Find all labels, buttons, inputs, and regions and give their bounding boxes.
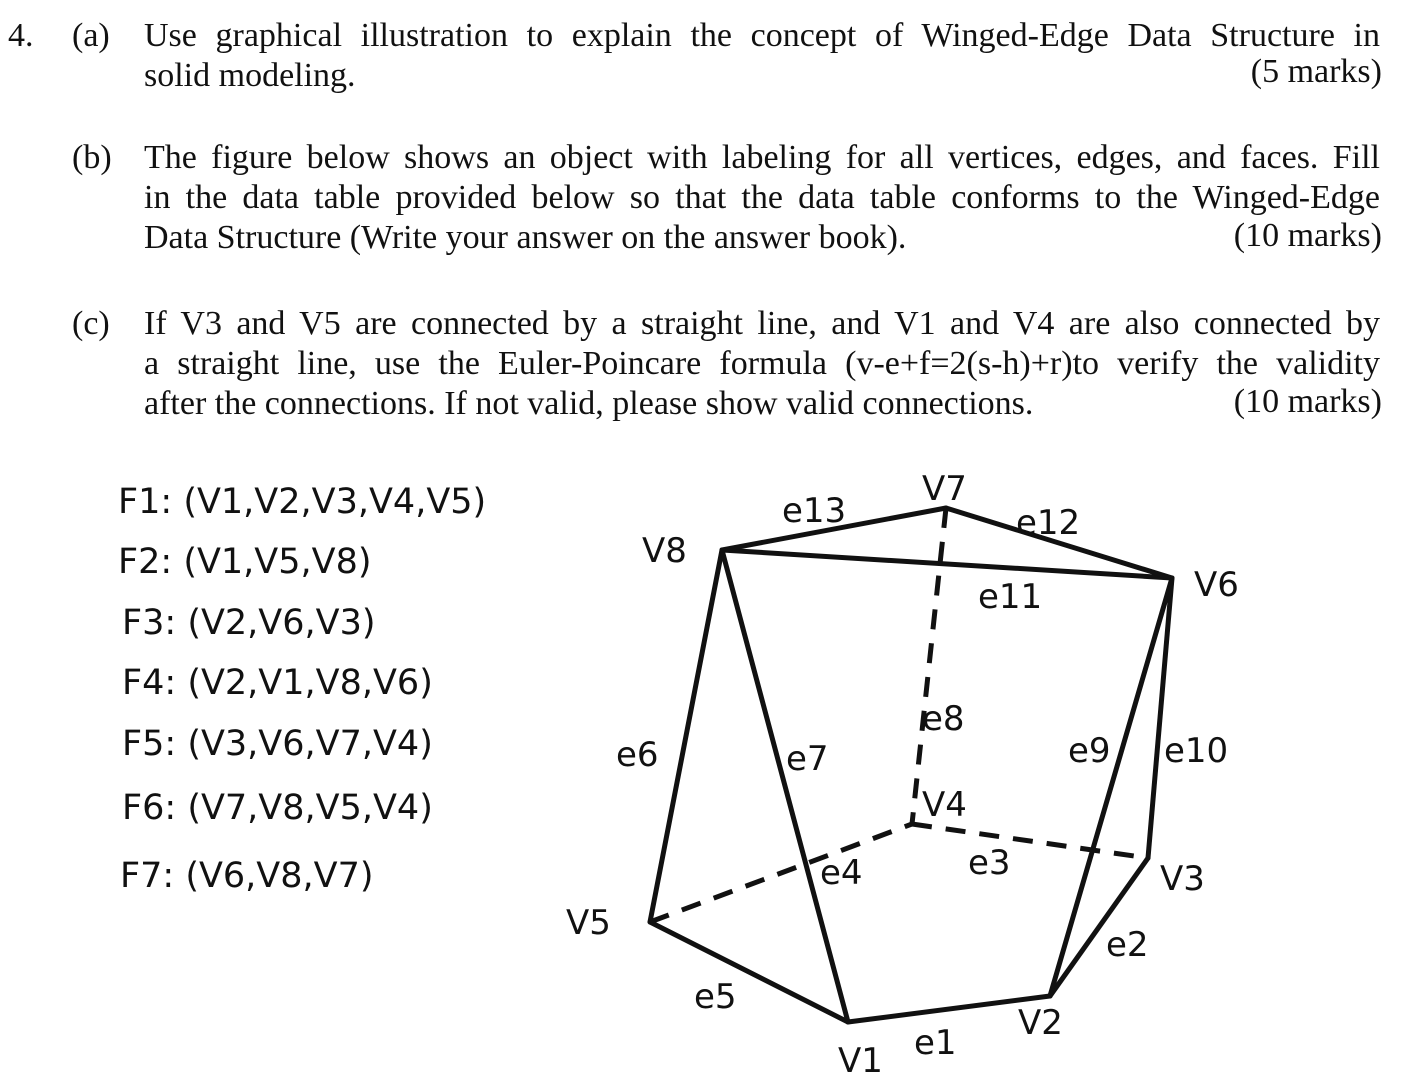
- vertex-v4-label: V4: [922, 785, 967, 825]
- edge-e11-label: e11: [978, 577, 1043, 617]
- edge-e13-label: e13: [782, 491, 847, 531]
- vertex-v2-label: V2: [1018, 1003, 1063, 1043]
- part-b-label: (b): [72, 139, 112, 176]
- vertex-v3-label: V3: [1160, 859, 1205, 899]
- face-f2: F2: (V1,V5,V8): [118, 542, 372, 582]
- edge-e9-label: e9: [1068, 731, 1111, 771]
- edge-e7-label: e7: [786, 739, 829, 779]
- part-c-marks: (10 marks): [1233, 383, 1382, 420]
- face-f3: F3: (V2,V6,V3): [122, 603, 376, 643]
- edge-e8: [912, 508, 946, 824]
- part-b-line: in the data table provided below so that the data table conforms to the Winged-Edge: [144, 179, 1380, 216]
- edge-e11: [722, 550, 1172, 578]
- vertex-v6-label: V6: [1194, 565, 1239, 605]
- vertex-v7-label: V7: [922, 469, 967, 509]
- face-f1: F1: (V1,V2,V3,V4,V5): [118, 482, 487, 522]
- edge-e4-label: e4: [820, 853, 863, 893]
- face-f4: F4: (V2,V1,V8,V6): [122, 663, 433, 703]
- part-b-line: Data Structure (Write your answer on the answer book).: [144, 219, 907, 256]
- part-c-line: a straight line, use the Euler-Poincare formula (v-e+f=2(s-h)+r)to verify the validity: [144, 345, 1380, 382]
- part-a-line: Use graphical illustration to explain the concept of Winged-Edge Data Structure in: [144, 17, 1380, 54]
- edge-e2-label: e2: [1106, 925, 1149, 965]
- edge-e4: [650, 824, 912, 922]
- edge-e8-label: e8: [922, 699, 965, 739]
- edge-e1-label: e1: [914, 1023, 957, 1063]
- part-c-line: after the connections. If not valid, please show valid connections.: [144, 385, 1034, 422]
- part-a-line: solid modeling.: [144, 57, 356, 94]
- face-f7: F7: (V6,V8,V7): [120, 856, 374, 896]
- vertex-v5-label: V5: [566, 903, 611, 943]
- edge-e3-label: e3: [968, 843, 1011, 883]
- part-a-marks: (5 marks): [1250, 53, 1382, 90]
- vertex-v1-label: V1: [838, 1041, 883, 1081]
- part-b-line: The figure below shows an object with labeling for all vertices, edges, and faces. Fill: [144, 139, 1380, 176]
- part-b-marks: (10 marks): [1233, 217, 1382, 254]
- vertex-v8-label: V8: [642, 531, 687, 571]
- edge-e5: [650, 922, 848, 1022]
- edge-e5-label: e5: [694, 977, 737, 1017]
- edge-e10-label: e10: [1164, 731, 1229, 771]
- face-f6: F6: (V7,V8,V5,V4): [122, 788, 433, 828]
- edge-e3: [912, 824, 1148, 858]
- part-a-label: (a): [72, 17, 110, 54]
- edge-e12-label: e12: [1016, 503, 1081, 543]
- edge-e6-label: e6: [616, 735, 659, 775]
- edge-e6: [650, 550, 722, 922]
- part-c-label: (c): [72, 305, 110, 342]
- part-c-line: If V3 and V5 are connected by a straight line, and V1 and V4 are also connected by: [144, 305, 1380, 342]
- edge-e7: [722, 550, 848, 1022]
- face-f5: F5: (V3,V6,V7,V4): [122, 724, 433, 764]
- question-number: 4.: [8, 17, 34, 54]
